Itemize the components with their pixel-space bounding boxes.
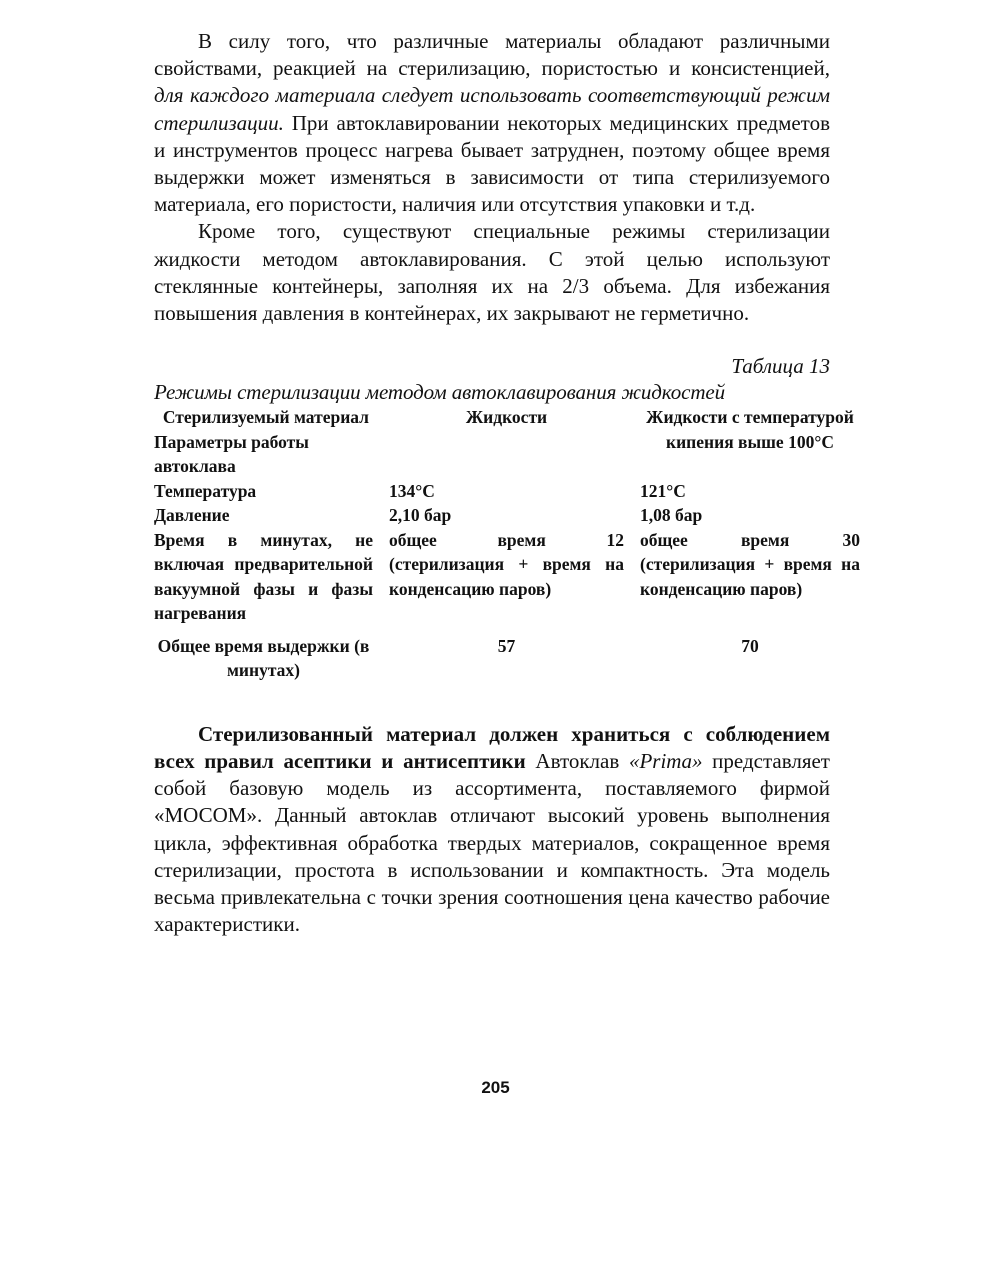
row-label: Температура bbox=[154, 480, 257, 501]
header-corner bbox=[154, 405, 373, 479]
paragraph-3-plain2: представляет собой базовую модель из ассортимента, поставляемого фирмой «МОСОМ». Данный автоклав отличают высокий уровень выполнения цикла, эффективная обработка твердых материалов, сокращенное время стерилизации, простота в использовании и компактность. Эта модель весьма привлекательна с точки зрения соотношения цена качество рабочие характеристики. bbox=[154, 748, 830, 937]
paragraph-3 bbox=[154, 721, 830, 939]
row-value-1: 57 bbox=[497, 635, 516, 656]
paragraph-1-part2: При автоклавировании некоторых медицинских предметов и инструментов процесс нагрева бывает затруднен, поэтому общее время выдержки может изменяться в зависимости от типа стерилизуемого материала, его пористости, наличия или отсутствия упаковки и т.д. bbox=[154, 110, 830, 217]
table-title: Режимы стерилизации методом автоклавирования жидкостей bbox=[154, 380, 726, 405]
header-col-liquids-boiling: Жидкости с температурой кипения выше 100°С bbox=[646, 407, 854, 452]
paragraph-1-italic: для каждого материала следует использовать соответствующий режим стерилизации. bbox=[154, 83, 830, 135]
table-row bbox=[154, 503, 860, 528]
row-value-2: 70 bbox=[741, 635, 759, 656]
header-corner-top: Стерилизуемый материал bbox=[162, 407, 369, 428]
paragraph-3-bold: Стерилизованный материал должен храниться с соблюдением всех правил асептики и антисептики bbox=[154, 721, 830, 773]
page-body bbox=[154, 28, 860, 938]
page-number: 205 bbox=[481, 1078, 510, 1097]
header-col-liquids: Жидкости bbox=[465, 407, 548, 428]
row-label: Давление bbox=[154, 505, 230, 526]
row-value-1: 134°С bbox=[389, 480, 435, 501]
table-row bbox=[154, 626, 860, 683]
row-value-1: общее время 12 (стерилизация + время на конденсацию паров) bbox=[389, 529, 624, 599]
row-value-2: 121°С bbox=[640, 480, 686, 501]
paragraph-1 bbox=[154, 28, 830, 218]
paragraph-3-plain1: Автоклав bbox=[525, 748, 629, 773]
table-row bbox=[154, 479, 860, 504]
row-value-2: общее время 30 (стерилизация + время на конденсацию паров) bbox=[640, 529, 860, 599]
table-number: Таблица 13 bbox=[731, 354, 830, 379]
paragraph-1-part1: В силу того, что различные материалы обладают различными свойствами, реакцией на стерилизацию, пористостью и консистенцией, bbox=[154, 29, 830, 81]
paragraph-3-italic: «Prima» bbox=[628, 748, 703, 773]
table-row bbox=[154, 528, 860, 626]
row-value-2: 1,08 бар bbox=[640, 505, 703, 526]
paragraph-2: Кроме того, существуют специальные режимы стерилизации жидкости методом автоклавирования. С этой целью используют стеклянные контейнеры, заполняя их на 2/3 объема. Для избежания повышения давления в контейнерах, их закрывают не герметично. bbox=[154, 219, 830, 326]
header-corner-bottom: Параметры работы автоклава bbox=[154, 431, 309, 477]
sterilization-table bbox=[154, 405, 860, 683]
row-label: Время в минутах, не включая предварительной вакуумной фазы и фазы нагревания bbox=[154, 529, 373, 624]
row-label: Общее время выдержки (в минутах) bbox=[157, 635, 370, 681]
table-header-row bbox=[154, 405, 860, 479]
row-value-1: 2,10 бар bbox=[389, 505, 452, 526]
